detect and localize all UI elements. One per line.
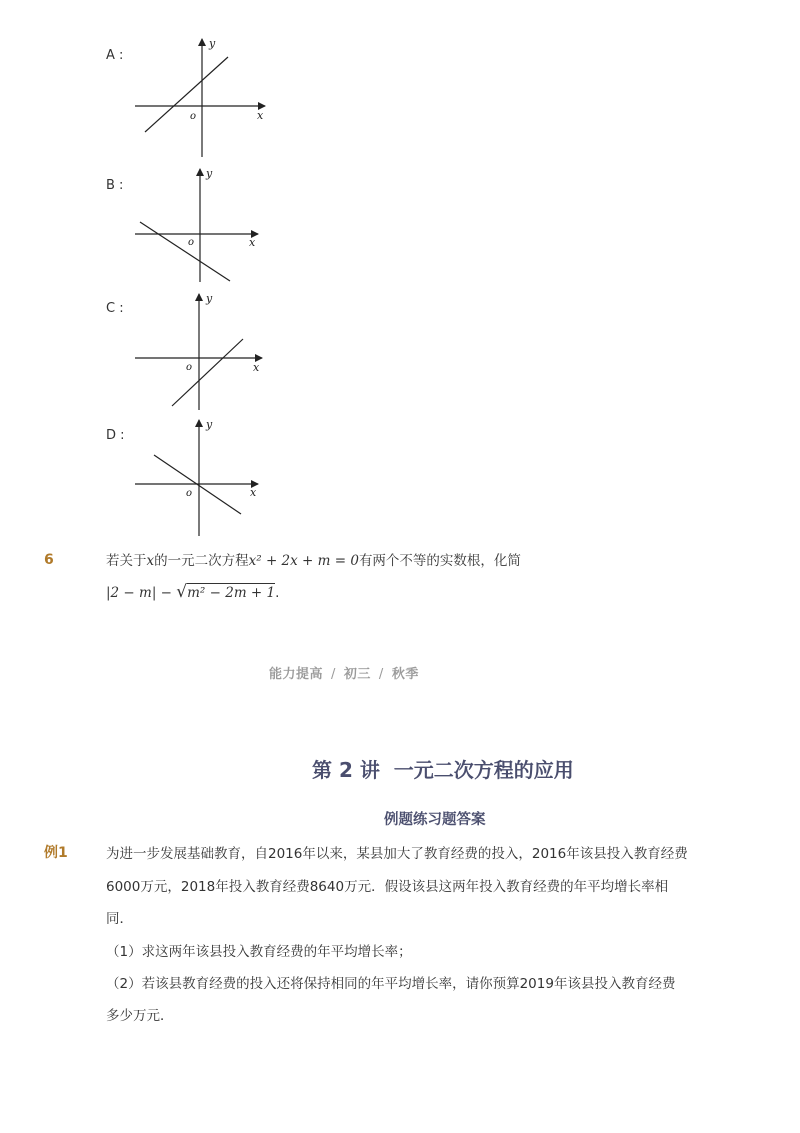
option-a-label: A : <box>106 48 124 63</box>
y-axis-label: y <box>206 418 213 431</box>
option-b-label: B : <box>106 178 124 193</box>
breadcrumb-part-1: 能力提高 <box>269 667 324 682</box>
example-line-5: （2）若该县教育经费的投入还将保持相同的年平均增长率，请你预算2019年该县投入教育经费 <box>106 976 676 992</box>
example-line-1: 为进一步发展基础教育，自2016年以来，某县加大了教育经费的投入，2016年该县投入教育经费 <box>106 846 688 862</box>
x-axis-label: x <box>257 109 264 122</box>
graph-d <box>130 416 270 538</box>
example-line-2: 6000万元，2018年投入教育经费8640万元．假设该县这两年投入教育经费的年平均增长率相 <box>106 879 669 895</box>
origin-label: o <box>188 237 195 248</box>
option-c-label: C : <box>106 301 124 316</box>
graph-line <box>140 222 230 281</box>
example-line-6: 多少万元． <box>106 1008 174 1024</box>
q6-sqrt-term: m² − 2m + 1 <box>187 585 276 601</box>
breadcrumb <box>269 663 419 682</box>
graph-line <box>172 339 243 406</box>
q6-text-1: 若关于 <box>106 553 147 569</box>
q6-text-3: 有两个不等的实数根，化简 <box>358 553 521 569</box>
option-d-label: D : <box>106 428 125 443</box>
graph-line <box>145 57 228 132</box>
breadcrumb-separator: / <box>331 667 336 682</box>
example-line-3: 同． <box>106 911 133 927</box>
x-axis-label: x <box>253 361 260 374</box>
question-6-text <box>106 551 521 571</box>
x-axis-label: x <box>249 236 256 249</box>
question-number: 6 <box>44 552 54 568</box>
y-axis-label: y <box>206 292 213 305</box>
breadcrumb-part-2: 初三 <box>343 667 371 682</box>
example-label: 例1 <box>44 845 68 861</box>
graph-a <box>130 35 275 160</box>
origin-label: o <box>186 488 193 499</box>
question-6-expression <box>106 582 279 603</box>
lecture-title: 第 2 讲 一元二次方程的应用 <box>312 758 574 782</box>
section-title: 例题练习题答案 <box>384 812 486 828</box>
graph-b <box>130 165 270 285</box>
graph-c <box>130 290 270 412</box>
y-axis-label: y <box>209 37 216 50</box>
q6-equation: x² + 2x + m = 0 <box>248 553 359 569</box>
q6-abs-term: |2 − m| − <box>106 585 177 601</box>
breadcrumb-part-3: 秋季 <box>391 667 419 682</box>
breadcrumb-separator: / <box>378 667 384 682</box>
example-line-4: （1）求这两年该县投入教育经费的年平均增长率； <box>106 944 412 960</box>
q6-text-2: 的一元二次方程 <box>154 553 249 569</box>
origin-label: o <box>186 362 193 373</box>
y-axis-label: y <box>206 167 213 180</box>
x-axis-label: x <box>250 486 257 499</box>
q6-var-x: x <box>146 553 155 569</box>
q6-end: . <box>275 585 280 601</box>
sqrt-icon: √ <box>176 582 188 602</box>
origin-label: o <box>190 111 197 122</box>
